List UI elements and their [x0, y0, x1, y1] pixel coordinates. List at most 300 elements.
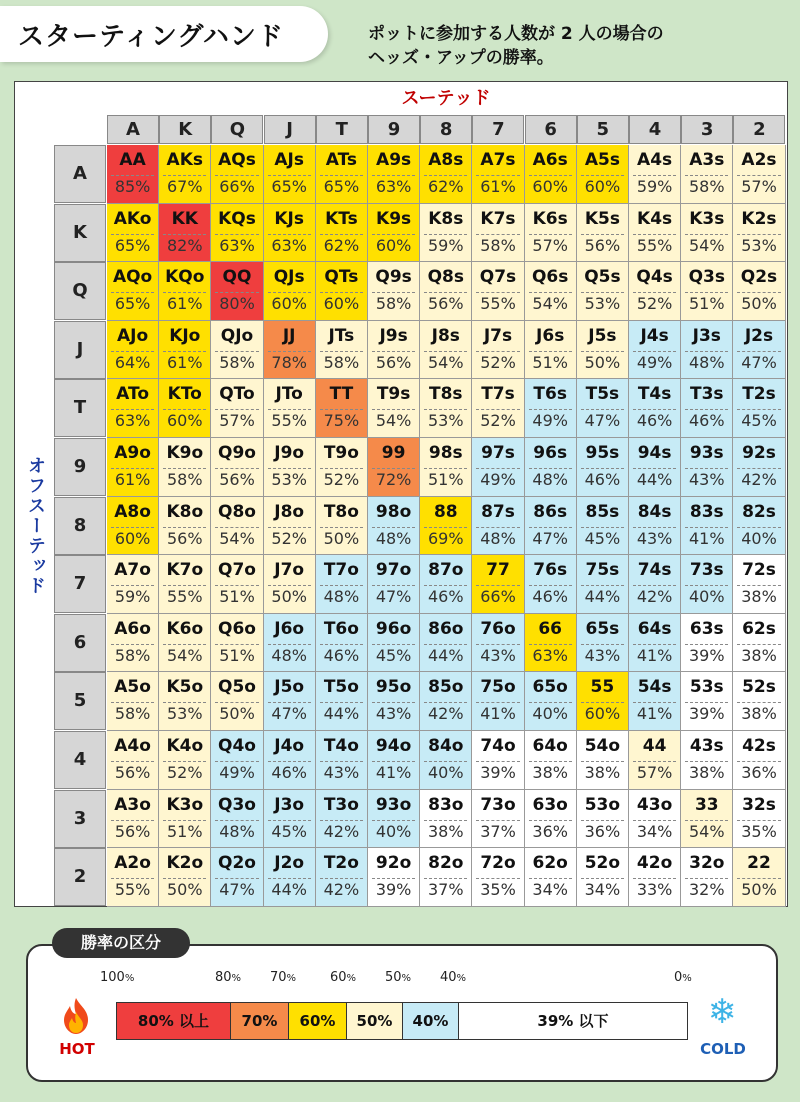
win-rate-label: 60%	[584, 704, 621, 724]
hand-cell-J3o	[264, 790, 316, 849]
win-rate-label: 43%	[584, 645, 621, 665]
win-rate-label: 41%	[480, 704, 516, 724]
hand-label: 52s	[742, 677, 776, 698]
hand-cell-Q2o	[211, 848, 263, 907]
win-rate-label: 53%	[428, 411, 464, 431]
cell-divider	[529, 468, 572, 469]
win-rate-label: 58%	[480, 235, 516, 255]
hand-cell-86o	[420, 614, 472, 673]
win-rate-label: 56%	[114, 821, 151, 841]
win-rate-label: 72%	[375, 470, 412, 489]
cell-divider	[633, 702, 676, 703]
cell-divider	[268, 585, 311, 586]
hand-cell-98o	[368, 497, 420, 556]
hand-label: AKs	[166, 150, 203, 170]
hand-label: A4s	[637, 150, 673, 170]
cell-divider	[424, 702, 467, 703]
win-rate-label: 52%	[271, 528, 307, 548]
hand-label: 62s	[742, 618, 776, 639]
hand-label: A8s	[428, 150, 464, 170]
cell-divider	[424, 761, 467, 762]
win-rate-label: 34%	[584, 880, 621, 900]
hand-cell-64s	[629, 614, 681, 673]
hand-label: J5s	[588, 325, 617, 346]
win-rate-label: 61%	[114, 470, 151, 489]
hand-cell-AKo	[107, 204, 159, 263]
cell-divider	[685, 702, 728, 703]
win-rate-label: 54%	[375, 411, 412, 431]
cell-divider	[111, 644, 154, 645]
win-rate-label: 53%	[271, 470, 307, 489]
win-rate-label: 57%	[636, 763, 673, 782]
hand-label: AKo	[113, 208, 152, 229]
cell-divider	[163, 409, 206, 410]
win-rate-label: 36%	[584, 821, 621, 841]
win-rate-label: 66%	[219, 177, 255, 196]
cell-divider	[320, 585, 363, 586]
cell-divider	[424, 175, 467, 176]
win-rate-label: 63%	[375, 177, 412, 196]
win-rate-label: 52%	[167, 763, 203, 782]
cell-divider	[737, 409, 780, 410]
win-rate-label: 43%	[636, 528, 673, 548]
row-header-T: T	[54, 379, 106, 437]
hand-label: K5s	[584, 208, 620, 229]
hand-label: 84o	[428, 736, 464, 756]
hand-cell-K3s	[681, 204, 733, 263]
win-rate-label: 62%	[428, 177, 464, 196]
hand-label: T2s	[742, 384, 776, 405]
hand-cell-Q6o	[211, 614, 263, 673]
hand-label: JJ	[282, 325, 296, 346]
win-rate-label: 56%	[375, 352, 412, 372]
hand-cell-J5s	[577, 321, 629, 380]
hand-label: Q8o	[218, 501, 256, 522]
win-rate-label: 60%	[114, 528, 151, 548]
hand-label: J5o	[274, 677, 305, 698]
hand-label: 53s	[689, 677, 724, 698]
hand-label: J7o	[274, 560, 305, 581]
cell-divider	[424, 409, 467, 410]
hand-cell-K6s	[525, 204, 577, 263]
hand-cell-QJo	[211, 321, 263, 380]
win-rate-label: 41%	[636, 704, 673, 724]
cell-divider	[424, 468, 467, 469]
hand-label: KTs	[325, 208, 358, 229]
cell-divider	[581, 702, 624, 703]
win-rate-label: 37%	[480, 821, 516, 841]
page-title: スターティングハンド	[18, 22, 284, 52]
hand-label: J4o	[274, 736, 305, 756]
cold-label: COLD	[700, 1040, 746, 1058]
hand-cell-Q5s	[577, 262, 629, 321]
hand-cell-AJs	[264, 145, 316, 204]
win-rate-label: 52%	[323, 470, 360, 489]
cell-divider	[268, 527, 311, 528]
hand-label: 32s	[742, 794, 776, 815]
cell-divider	[372, 585, 415, 586]
cell-divider	[320, 644, 363, 645]
hand-label: J9s	[379, 325, 408, 346]
win-rate-label: 56%	[584, 235, 621, 255]
cell-divider	[215, 527, 258, 528]
win-rate-label: 52%	[480, 411, 516, 431]
hand-cell-K8s	[420, 204, 472, 263]
row-header-K: K	[54, 204, 106, 262]
cell-divider	[372, 409, 415, 410]
hand-label: A2o	[114, 853, 151, 874]
hand-cell-72s	[733, 555, 785, 614]
cell-divider	[424, 234, 467, 235]
cell-divider	[215, 585, 258, 586]
win-rate-label: 63%	[114, 411, 151, 431]
hand-cell-KTo	[159, 379, 211, 438]
win-rate-label: 65%	[114, 235, 151, 255]
hand-label: Q7s	[479, 267, 517, 288]
win-rate-label: 44%	[271, 880, 307, 900]
cell-divider	[372, 468, 415, 469]
cell-divider	[529, 820, 572, 821]
win-rate-label: 44%	[636, 470, 673, 489]
hand-label: T8s	[429, 384, 463, 405]
win-rate-label: 51%	[689, 294, 725, 314]
hand-cell-A7o	[107, 555, 159, 614]
cell-divider	[320, 175, 363, 176]
hand-cell-75o	[472, 672, 524, 731]
hand-label: J3o	[274, 794, 305, 815]
hand-label: 72o	[480, 853, 516, 874]
win-rate-label: 55%	[114, 880, 151, 900]
win-rate-label: 59%	[636, 177, 673, 196]
win-rate-label: 33%	[636, 880, 673, 900]
win-rate-label: 62%	[323, 235, 360, 255]
hand-cell-75s	[577, 555, 629, 614]
hand-label: 63s	[689, 618, 724, 639]
cell-divider	[737, 761, 780, 762]
win-rate-label: 38%	[741, 704, 777, 724]
col-header-T: T	[316, 115, 368, 144]
hand-label: A6s	[532, 150, 568, 170]
hand-label: T7o	[323, 560, 359, 581]
win-rate-label: 46%	[428, 587, 464, 607]
row-header-7: 7	[54, 555, 106, 613]
cell-divider	[685, 175, 728, 176]
win-rate-label: 51%	[219, 645, 255, 665]
cell-divider	[163, 820, 206, 821]
win-rate-label: 53%	[741, 235, 777, 255]
cell-divider	[215, 761, 258, 762]
hand-cell-99	[368, 438, 420, 497]
hand-label: AQs	[218, 150, 256, 170]
win-rate-label: 55%	[167, 587, 203, 607]
win-rate-label: 43%	[375, 704, 412, 724]
cell-divider	[581, 761, 624, 762]
cell-divider	[320, 820, 363, 821]
hand-label: T5s	[585, 384, 620, 405]
win-rate-label: 58%	[375, 294, 412, 314]
hand-cell-J8s	[420, 321, 472, 380]
hand-cell-63s	[681, 614, 733, 673]
snowflake-icon: ❄	[707, 992, 737, 1032]
hand-label: Q6s	[531, 267, 569, 288]
hand-label: 75o	[480, 677, 516, 698]
hand-cell-Q6s	[525, 262, 577, 321]
hand-label: 97o	[375, 560, 412, 581]
hand-cell-44	[629, 731, 681, 790]
col-header-3: 3	[681, 115, 733, 144]
hand-label: A5s	[584, 150, 620, 170]
hand-label: K2o	[166, 853, 204, 874]
hand-label: T4o	[323, 736, 359, 756]
hand-label: 92o	[375, 853, 412, 874]
hand-cell-K6o	[159, 614, 211, 673]
hand-label: Q3s	[688, 267, 725, 288]
row-header-2: 2	[54, 848, 106, 906]
cell-divider	[581, 820, 624, 821]
hand-cell-Q7s	[472, 262, 524, 321]
hand-cell-Q9o	[211, 438, 263, 497]
win-rate-label: 53%	[167, 704, 203, 724]
hand-label: A3s	[689, 150, 725, 170]
hand-label: T8o	[323, 501, 359, 522]
hand-label: J8o	[274, 501, 305, 522]
row-header-4: 4	[54, 731, 106, 789]
cell-divider	[372, 644, 415, 645]
hand-cell-J4o	[264, 731, 316, 790]
hand-label: 75s	[585, 560, 620, 581]
col-header-A: A	[107, 115, 159, 144]
hand-cell-T6s	[525, 379, 577, 438]
win-rate-label: 54%	[532, 294, 568, 314]
cell-divider	[476, 527, 519, 528]
cell-divider	[215, 644, 258, 645]
hand-cell-A4o	[107, 731, 159, 790]
hand-label: 66	[538, 618, 563, 639]
hand-label: 94s	[637, 443, 672, 463]
hand-label: 74o	[480, 736, 516, 756]
hand-label: 52o	[584, 853, 621, 874]
win-rate-label: 34%	[532, 880, 568, 900]
cell-divider	[685, 761, 728, 762]
cell-divider	[320, 292, 363, 293]
hand-cell-84o	[420, 731, 472, 790]
hand-cell-J3s	[681, 321, 733, 380]
win-rate-label: 78%	[271, 352, 307, 372]
hand-cell-54s	[629, 672, 681, 731]
cell-divider	[163, 644, 206, 645]
hand-cell-QTo	[211, 379, 263, 438]
cell-divider	[737, 644, 780, 645]
cell-divider	[320, 702, 363, 703]
hand-cell-74o	[472, 731, 524, 790]
hand-cell-T9o	[316, 438, 368, 497]
hand-label: T3s	[690, 384, 724, 405]
hand-label: 86s	[533, 501, 568, 522]
win-rate-label: 60%	[375, 235, 412, 255]
hand-cell-K4s	[629, 204, 681, 263]
cell-divider	[111, 702, 154, 703]
cell-divider	[529, 351, 572, 352]
row-header-6: 6	[54, 614, 106, 672]
cell-divider	[633, 527, 676, 528]
cell-divider	[215, 702, 258, 703]
hand-label: K6o	[166, 618, 204, 639]
hand-cell-77	[472, 555, 524, 614]
hand-cell-43o	[629, 790, 681, 849]
hand-cell-J9s	[368, 321, 420, 380]
win-rate-label: 47%	[271, 704, 307, 724]
cell-divider	[476, 175, 519, 176]
win-rate-label: 59%	[428, 235, 464, 255]
cell-divider	[424, 585, 467, 586]
hand-label: 87s	[481, 501, 515, 522]
cell-divider	[476, 644, 519, 645]
win-rate-label: 60%	[271, 294, 307, 314]
hand-cell-43s	[681, 731, 733, 790]
hand-cell-K5s	[577, 204, 629, 263]
hand-cell-K5o	[159, 672, 211, 731]
cell-divider	[737, 351, 780, 352]
cell-divider	[268, 820, 311, 821]
win-rate-label: 75%	[323, 411, 360, 431]
win-rate-label: 47%	[375, 587, 412, 607]
hand-cell-T2s	[733, 379, 785, 438]
hand-cell-73o	[472, 790, 524, 849]
hand-label: 76s	[533, 560, 568, 581]
cell-divider	[737, 468, 780, 469]
hand-cell-92s	[733, 438, 785, 497]
legend-segment-5: 39% 以下	[459, 1003, 687, 1039]
hand-cell-T7o	[316, 555, 368, 614]
hand-cell-63o	[525, 790, 577, 849]
hand-cell-A9s	[368, 145, 420, 204]
win-rate-label: 38%	[741, 645, 777, 665]
hand-cell-97o	[368, 555, 420, 614]
hand-label: 96o	[375, 618, 412, 639]
legend-title: 勝率の区分	[52, 928, 190, 958]
win-rate-label: 40%	[532, 704, 568, 724]
hand-cell-J7s	[472, 321, 524, 380]
win-rate-label: 55%	[271, 411, 307, 431]
win-rate-label: 39%	[480, 763, 516, 782]
cell-divider	[215, 234, 258, 235]
hand-cell-62o	[525, 848, 577, 907]
hand-label: Q2o	[218, 853, 256, 874]
row-header-Q: Q	[54, 262, 106, 320]
win-rate-label: 46%	[532, 587, 568, 607]
hand-label: K4s	[637, 208, 673, 229]
win-rate-label: 60%	[532, 177, 568, 196]
cell-divider	[633, 820, 676, 821]
win-rate-label: 38%	[428, 821, 464, 841]
win-rate-label: 50%	[271, 587, 307, 607]
win-rate-label: 65%	[323, 177, 360, 196]
hand-cell-AQs	[211, 145, 263, 204]
cell-divider	[529, 644, 572, 645]
hand-cell-K8o	[159, 497, 211, 556]
win-rate-label: 44%	[584, 587, 621, 607]
win-rate-label: 36%	[741, 763, 777, 782]
hand-cell-K3o	[159, 790, 211, 849]
cell-divider	[163, 761, 206, 762]
hand-label: 33	[694, 794, 719, 815]
hand-cell-QQ	[211, 262, 263, 321]
win-rate-label: 41%	[375, 763, 412, 782]
win-rate-label: 40%	[375, 821, 412, 841]
hand-cell-ATo	[107, 379, 159, 438]
cell-divider	[424, 820, 467, 821]
hand-cell-J5o	[264, 672, 316, 731]
win-rate-label: 43%	[323, 763, 360, 782]
cell-divider	[633, 175, 676, 176]
cell-divider	[163, 175, 206, 176]
col-header-4: 4	[629, 115, 681, 144]
legend-segment-2: 60%	[289, 1003, 347, 1039]
cell-divider	[476, 702, 519, 703]
win-rate-label: 56%	[114, 763, 151, 782]
win-rate-label: 64%	[114, 352, 151, 372]
cell-divider	[476, 878, 519, 879]
hand-cell-K9o	[159, 438, 211, 497]
win-rate-label: 44%	[428, 645, 464, 665]
hand-cell-Q3o	[211, 790, 263, 849]
hand-label: Q9o	[218, 443, 256, 463]
cell-divider	[737, 702, 780, 703]
win-rate-label: 49%	[636, 352, 673, 372]
row-header-A: A	[54, 145, 106, 203]
cell-divider	[268, 644, 311, 645]
hand-label: K6s	[532, 208, 568, 229]
hand-label: A7s	[480, 150, 516, 170]
win-rate-label: 51%	[219, 587, 255, 607]
hand-cell-96o	[368, 614, 420, 673]
hand-label: K4o	[166, 736, 204, 756]
win-rate-label: 46%	[584, 470, 621, 489]
hand-cell-32s	[733, 790, 785, 849]
hand-label: 84s	[637, 501, 672, 522]
win-rate-label: 46%	[271, 763, 307, 782]
hand-label: Q5o	[218, 677, 256, 698]
hand-label: Q6o	[218, 618, 256, 639]
hand-label: 83o	[428, 794, 464, 815]
hand-cell-JTo	[264, 379, 316, 438]
hand-label: 87o	[428, 560, 464, 581]
hand-cell-K4o	[159, 731, 211, 790]
hand-cell-83s	[681, 497, 733, 556]
win-rate-label: 48%	[323, 587, 360, 607]
cell-divider	[529, 292, 572, 293]
cell-divider	[215, 468, 258, 469]
hand-label: 82o	[428, 853, 464, 874]
col-header-Q: Q	[211, 115, 263, 144]
win-rate-label: 43%	[480, 645, 516, 665]
hand-label: 62o	[532, 853, 568, 874]
hand-label: K2s	[741, 208, 777, 229]
hand-cell-74s	[629, 555, 681, 614]
cell-divider	[685, 292, 728, 293]
hand-cell-A6o	[107, 614, 159, 673]
win-rate-label: 58%	[167, 470, 203, 489]
win-rate-label: 50%	[741, 880, 777, 900]
hand-cell-62s	[733, 614, 785, 673]
hand-label: 92s	[742, 443, 776, 463]
hand-cell-AKs	[159, 145, 211, 204]
hand-label: J9o	[274, 443, 305, 463]
win-rate-label: 35%	[480, 880, 516, 900]
hand-cell-A2o	[107, 848, 159, 907]
hand-cell-T2o	[316, 848, 368, 907]
hand-cell-J6s	[525, 321, 577, 380]
